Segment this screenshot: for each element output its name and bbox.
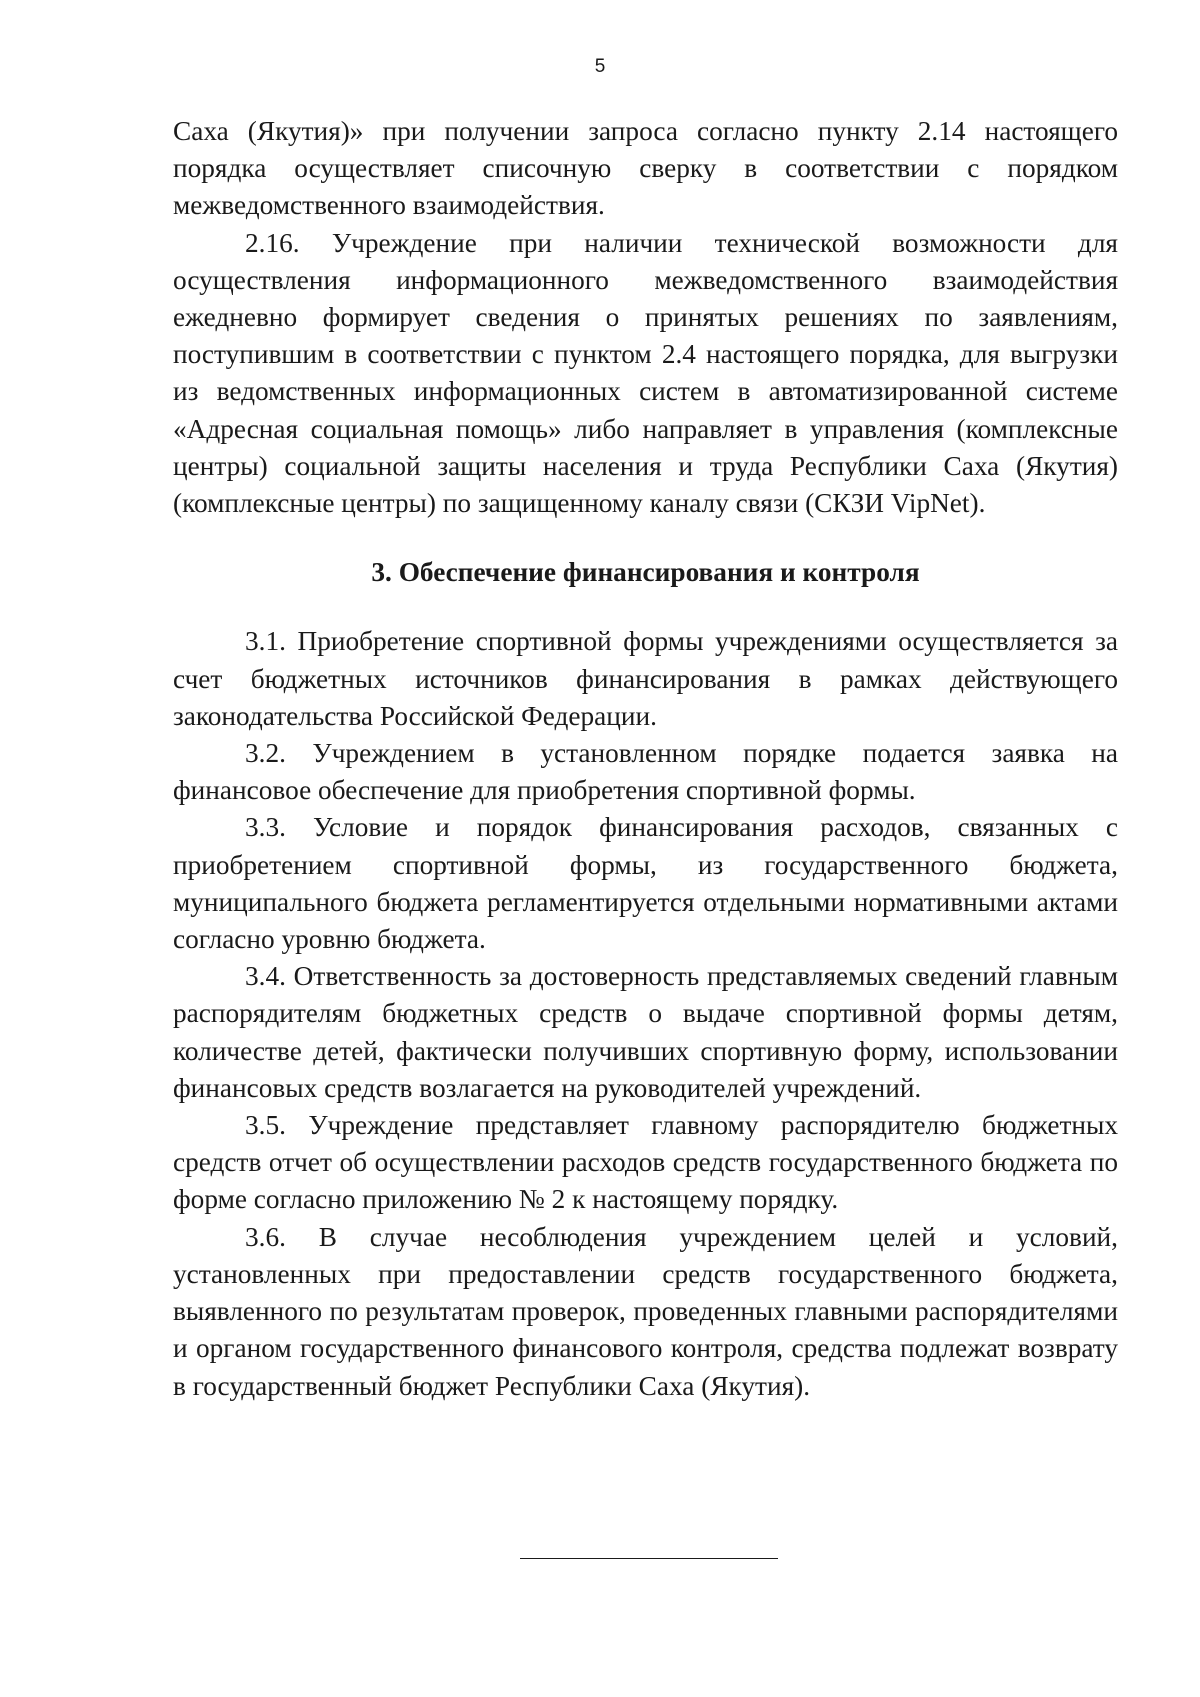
paragraph-3-6: 3.6. В случае несоблюдения учреждением целей и условий, установленных при предоставлении средств государственного бюджета, выявленного по результатам проверок, проведенных главными распорядителями и органом государственного финансового контроля, средства подлежат возврату в государственный бюджет Республики Саха (Якутия). <box>173 1221 1118 1401</box>
paragraph-2-15-continuation: Саха (Якутия)» при получении запроса согласно пункту 2.14 настоящего порядка осуществляет списочную сверку в соответствии с порядком межведомственного взаимодействия. <box>173 116 1118 221</box>
paragraph-3-1: 3.1. Приобретение спортивной формы учреждениями осуществляется за счет бюджетных источников финансирования в рамках действующего законодательства Российской Федерации. <box>173 626 1118 731</box>
paragraph-3-5: 3.5. Учреждение представляет главному распорядителю бюджетных средств отчет об осуществлении расходов средств государственного бюджета по форме согласно приложению № 2 к настоящему порядку. <box>173 1110 1118 1215</box>
paragraph-3-3: 3.3. Условие и порядок финансирования расходов, связанных с приобретением спортивной формы, из государственного бюджета, муниципального бюджета регламентируется отдельными нормативными актами согласно уровню бюджета. <box>173 812 1118 955</box>
document-body <box>173 113 1118 1405</box>
page-number: 5 <box>594 56 606 77</box>
paragraph-2-16: 2.16. Учреждение при наличии технической возможности для осуществления информационного межведомственного взаимодействия ежедневно формирует сведения о принятых решениях по заявлениям, поступившим в соответствии с пунктом 2.4 настоящего порядка, для выгрузки из ведомственных информационных систем в автоматизированной системе «Адресная социальная помощь» либо направляет в управления (комплексные центры) социальной защиты населения и труда Республики Саха (Якутия) (комплексные центры) по защищенному каналу связи (СКЗИ VipNet). <box>173 227 1118 519</box>
section-3-heading: 3. Обеспечение финансирования и контроля <box>371 557 920 588</box>
end-of-document-rule <box>520 1558 778 1559</box>
paragraph-3-4: 3.4. Ответственность за достоверность представляемых сведений главным распорядителям бюджетных средств о выдаче спортивной формы детям, количестве детей, фактически получивших спортивную форму, использовании финансовых средств возлагается на руководителей учреждений. <box>173 961 1118 1103</box>
paragraph-3-2: 3.2. Учреждением в установленном порядке подается заявка на финансовое обеспечение для приобретения спортивной формы. <box>173 738 1118 806</box>
